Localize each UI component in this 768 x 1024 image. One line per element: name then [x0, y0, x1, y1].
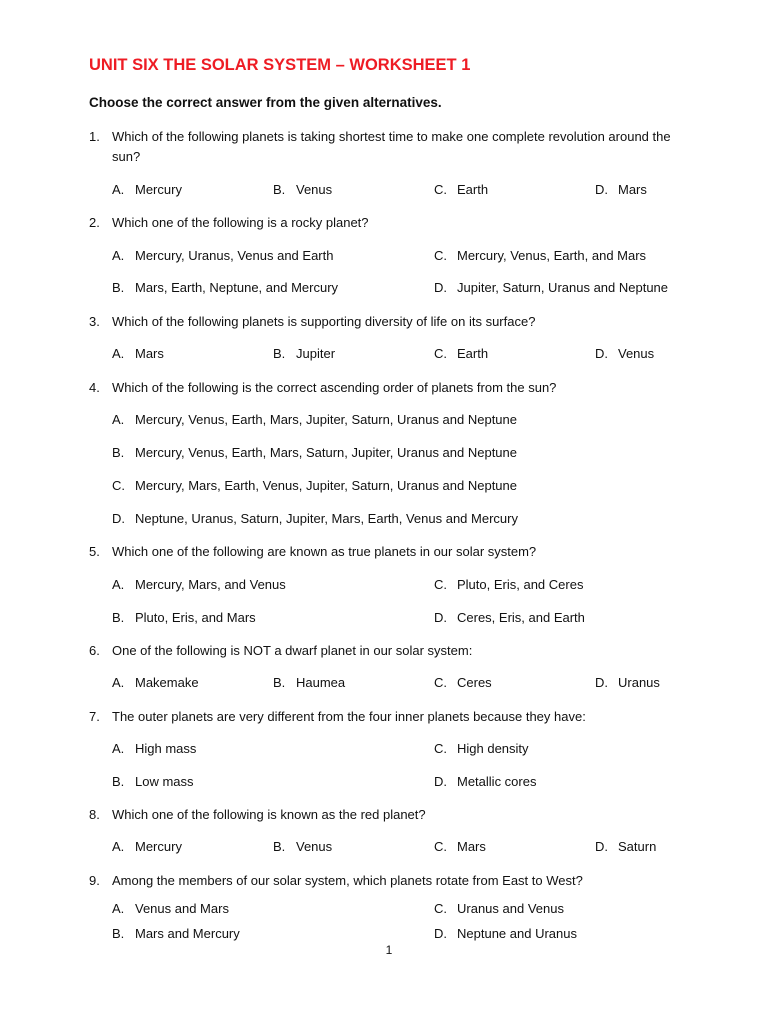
question-text: Which of the following planets is taking shortest time to make one complete revolution around the sun? [112, 129, 671, 164]
question-number: 4. [89, 380, 100, 395]
option-text: Mars [457, 839, 486, 854]
option-letter: A. [112, 346, 125, 361]
question-text: Which one of the following are known as true planets in our solar system? [112, 544, 537, 559]
option-text: Pluto, Eris, and Mars [135, 610, 256, 625]
option-letter: A. [112, 901, 125, 916]
question-number: 3. [89, 314, 100, 329]
option-letter: A. [112, 412, 125, 427]
option-text: Makemake [135, 675, 199, 690]
option-letter: D. [112, 511, 125, 526]
option-letter: A. [112, 182, 125, 197]
question-text: Which of the following is the correct ascending order of planets from the sun? [112, 380, 557, 395]
option-text: Mercury, Venus, Earth, and Mars [457, 248, 647, 263]
option-text: Mars, Earth, Neptune, and Mercury [135, 280, 339, 295]
question-text: One of the following is NOT a dwarf planet in our solar system: [112, 643, 473, 658]
option-text: Jupiter, Saturn, Uranus and Neptune [457, 280, 669, 295]
option-text: Mars [618, 182, 647, 197]
option-letter: C. [112, 478, 125, 493]
page-number: 1 [385, 943, 393, 957]
option-text: Earth [457, 346, 489, 361]
option-text: Pluto, Eris, and Ceres [457, 577, 584, 592]
worksheet-title: UNIT SIX THE SOLAR SYSTEM – WORKSHEET 1 [89, 56, 471, 74]
option-letter: A. [112, 741, 125, 756]
option-text: Neptune and Uranus [457, 926, 577, 941]
option-text: Neptune, Uranus, Saturn, Jupiter, Mars, Earth, Venus and Mercury [135, 511, 518, 526]
option-text: Haumea [296, 675, 346, 690]
option-letter: C. [434, 346, 447, 361]
option-letter: C. [434, 741, 447, 756]
option-text: Venus [296, 182, 333, 197]
option-letter: A. [112, 675, 125, 690]
option-letter: B. [112, 926, 125, 941]
option-letter: D. [434, 926, 447, 941]
option-text: Jupiter [296, 346, 336, 361]
option-text: Mars [135, 346, 164, 361]
option-text: Ceres [457, 675, 492, 690]
option-text: Uranus and Venus [457, 901, 564, 916]
option-letter: B. [273, 346, 286, 361]
option-letter: B. [112, 445, 125, 460]
option-letter: A. [112, 839, 125, 854]
option-text: Uranus [618, 675, 660, 690]
option-text: Venus and Mars [135, 901, 229, 916]
question-number: 8. [89, 807, 100, 822]
option-letter: D. [434, 280, 447, 295]
question-text: Which of the following planets is supporting diversity of life on its surface? [112, 314, 536, 329]
option-text: Mercury, Uranus, Venus and Earth [135, 248, 334, 263]
option-letter: C. [434, 577, 447, 592]
option-text: Venus [618, 346, 655, 361]
question-number: 2. [89, 215, 100, 230]
option-letter: D. [434, 774, 447, 789]
option-text: Mercury, Mars, and Venus [135, 577, 286, 592]
option-text: Ceres, Eris, and Earth [457, 610, 585, 625]
question-number: 7. [89, 709, 100, 724]
option-text: Mercury, Venus, Earth, Mars, Saturn, Jupiter, Uranus and Neptune [135, 445, 518, 460]
question-number: 6. [89, 643, 100, 658]
option-letter: C. [434, 248, 447, 263]
option-text: Saturn [618, 839, 657, 854]
option-text: High mass [135, 741, 197, 756]
question-text: Among the members of our solar system, which planets rotate from East to West? [112, 873, 583, 888]
option-letter: C. [434, 182, 447, 197]
question-text: Which one of the following is known as the red planet? [112, 807, 426, 822]
option-text: Mercury, Mars, Earth, Venus, Jupiter, Saturn, Uranus and Neptune [135, 478, 518, 493]
option-letter: B. [112, 774, 125, 789]
question-text: The outer planets are very different from the four inner planets because they have: [112, 709, 586, 724]
option-text: High density [457, 741, 529, 756]
option-text: Low mass [135, 774, 194, 789]
option-letter: B. [273, 839, 286, 854]
option-letter: C. [434, 675, 447, 690]
option-letter: A. [112, 577, 125, 592]
option-text: Mercury [135, 839, 182, 854]
option-letter: B. [112, 610, 125, 625]
question-number: 9. [89, 873, 100, 888]
option-text: Mars and Mercury [135, 926, 240, 941]
option-letter: C. [434, 901, 447, 916]
question-number: 5. [89, 544, 100, 559]
question-text: Which one of the following is a rocky planet? [112, 215, 369, 230]
option-letter: B. [273, 182, 286, 197]
option-text: Metallic cores [457, 774, 537, 789]
option-letter: D. [595, 839, 608, 854]
option-letter: D. [595, 346, 608, 361]
option-text: Earth [457, 182, 489, 197]
question-number: 1. [89, 129, 100, 144]
option-text: Mercury, Venus, Earth, Mars, Jupiter, Saturn, Uranus and Neptune [135, 412, 518, 427]
option-letter: C. [434, 839, 447, 854]
option-letter: A. [112, 248, 125, 263]
option-letter: D. [434, 610, 447, 625]
option-letter: B. [273, 675, 286, 690]
option-letter: D. [595, 675, 608, 690]
instructions: Choose the correct answer from the given alternatives. [89, 95, 442, 110]
option-letter: B. [112, 280, 125, 295]
option-text: Venus [296, 839, 333, 854]
option-text: Mercury [135, 182, 182, 197]
option-letter: D. [595, 182, 608, 197]
